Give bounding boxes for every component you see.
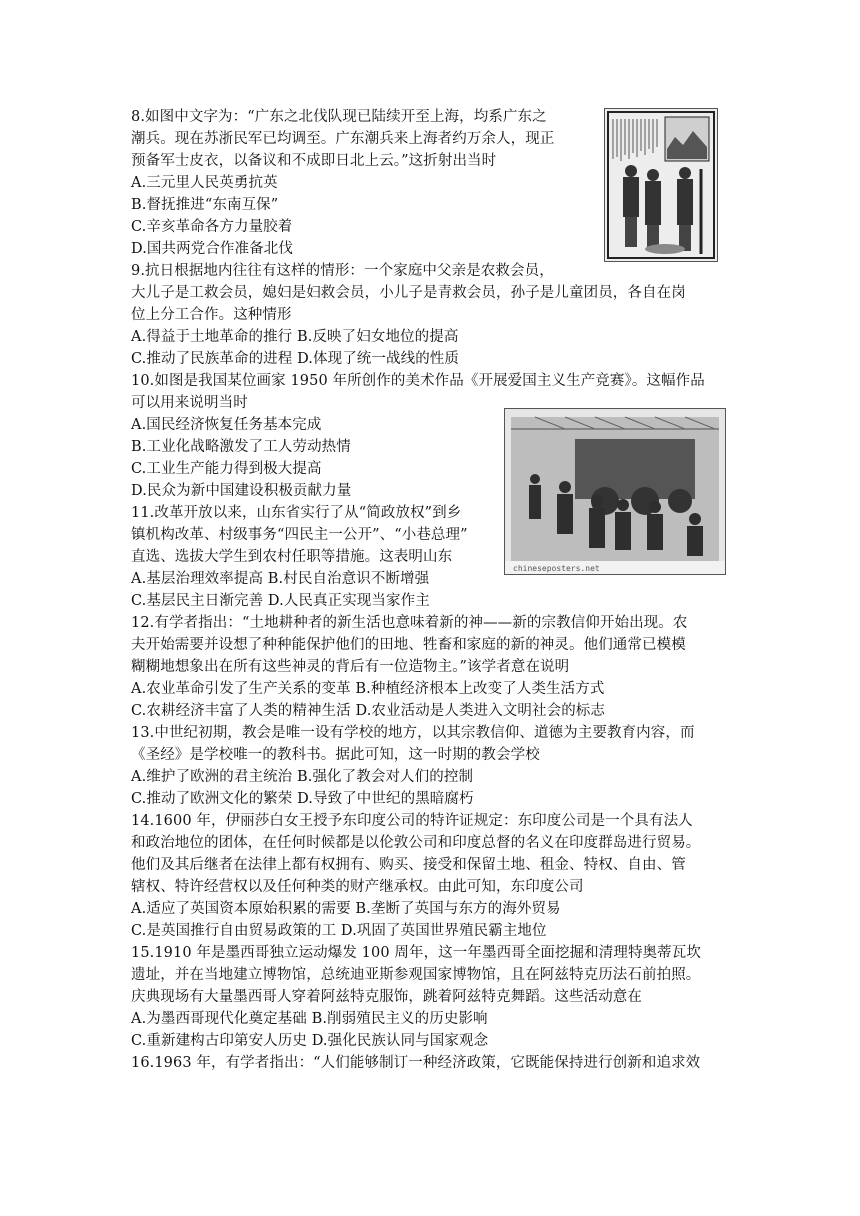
- q10-option-a: A.国民经济恢复任务基本完成: [131, 417, 322, 433]
- q8-line-1: 8.如图中文字为：“广东之北伐队现已陆续开至上海，均系广东之: [131, 109, 547, 125]
- q8-option-d: D.国共两党合作准备北伐: [131, 241, 293, 257]
- q14-line-3: 他们及其后继者在法律上都有权拥有、购买、接受和保留土地、租金、特权、自由、管: [131, 857, 686, 873]
- poster-caption: chineseposters.net: [513, 564, 600, 573]
- q10-line-2: 可以用来说明当时: [131, 395, 248, 411]
- q10-option-d: D.民众为新中国建设积极贡献力量: [131, 483, 352, 499]
- q9-options-ab: A.得益于土地革命的推行 B.反映了妇女地位的提高: [131, 329, 459, 345]
- q14-line-4: 辖权、特许经营权以及任何种类的财产继承权。由此可知，东印度公司: [131, 879, 584, 895]
- q14-options-cd: C.是英国推行自由贸易政策的工 D.巩固了英国世界殖民霸主地位: [131, 923, 547, 939]
- figure-production-poster: [504, 408, 726, 575]
- q15-options-cd: C.重新建构古印第安人历史 D.强化民族认同与国家观念: [131, 1033, 489, 1049]
- q13-options-ab: A.维护了欧洲的君主统治 B.强化了教会对人们的控制: [131, 769, 474, 785]
- q14-line-2: 和政治地位的团体，在任何时候都是以伦敦公司和印度总督的名义在印度群岛进行贸易。: [131, 835, 701, 851]
- q12-line-1: 12.有学者指出：“土地耕种者的新生活也意味着新的神——新的宗教信仰开始出现。农: [131, 615, 688, 631]
- q13-options-cd: C.推动了欧洲文化的繁荣 D.导致了中世纪的黑暗腐朽: [131, 791, 474, 807]
- q12-options-ab: A.农业革命引发了生产关系的变革 B.种植经济根本上改变了人类生活方式: [131, 681, 605, 697]
- q15-line-2: 遗址，并在当地建立博物馆，总统迪亚斯参观国家博物馆，且在阿兹特克历法石前拍照。: [131, 967, 701, 983]
- q9-line-3: 位上分工合作。这种情形: [131, 307, 292, 323]
- q15-line-3: 庆典现场有大量墨西哥人穿着阿兹特克服饰，跳着阿兹特克舞蹈。这些活动意在: [131, 989, 642, 1005]
- q12-line-3: 糊糊地想象出在所有这些神灵的背后有一位造物主。”该学者意在说明: [131, 659, 570, 675]
- q11-line-1: 11.改革开放以来，山东省实行了从“简政放权”到乡: [131, 505, 462, 521]
- woodcut-drawing: [605, 109, 717, 261]
- poster-drawing: [505, 409, 725, 574]
- q8-line-2: 潮兵。现在苏浙民军已均调至。广东潮兵来上海者约万余人，现正: [131, 131, 555, 147]
- q11-options-cd: C.基层民主日渐完善 D.人民真正实现当家作主: [131, 593, 430, 609]
- q8-option-a: A.三元里人民英勇抗英: [131, 175, 278, 191]
- q8-line-3: 预备军士皮衣，以备议和不成即日北上云。”这折射出当时: [131, 153, 497, 169]
- q15-options-ab: A.为墨西哥现代化奠定基础 B.削弱殖民主义的历史影响: [131, 1011, 488, 1027]
- q13-line-2: 《圣经》是学校唯一的教科书。据此可知，这一时期的教会学校: [131, 747, 540, 763]
- q10-option-b: B.工业化战略激发了工人劳动热情: [131, 439, 351, 455]
- figure-woodcut-illustration: [604, 108, 718, 262]
- q16-line-1: 16.1963 年，有学者指出：“人们能够制订一种经济政策，它既能保持进行创新和追求效: [131, 1055, 701, 1071]
- q10-option-c: C.工业生产能力得到极大提高: [131, 461, 322, 477]
- q15-line-1: 15.1910 年是墨西哥独立运动爆发 100 周年，这一年墨西哥全面挖掘和清理特奥蒂瓦坎: [131, 945, 701, 961]
- q8-option-c: C.辛亥革命各方力量胶着: [131, 219, 293, 235]
- q12-line-2: 夫开始需要并设想了种种能保护他们的田地、牲畜和家庭的新的神灵。他们通常已模模: [131, 637, 686, 653]
- q8-option-b: B.督抚推进“东南互保”: [131, 197, 279, 213]
- q13-line-1: 13.中世纪初期，教会是唯一设有学校的地方，以其宗教信仰、道德为主要教育内容，而: [131, 725, 695, 741]
- q14-line-1: 14.1600 年，伊丽莎白女王授予东印度公司的特许证规定：东印度公司是一个具有法人: [131, 813, 693, 829]
- q9-options-cd: C.推动了民族革命的进程 D.体现了统一战线的性质: [131, 351, 460, 367]
- q11-line-2: 镇机构改革、村级事务“四民主一公开”、“小巷总理”: [131, 527, 468, 543]
- q9-line-2: 大儿子是工救会员，媳妇是妇救会员，小儿子是青救会员，孙子是儿童团员，各自在岗: [131, 285, 686, 301]
- q10-line-1: 10.如图是我国某位画家 1950 年所创作的美术作品《开展爱国主义生产竞赛》。这幅作品: [131, 373, 705, 389]
- q11-options-ab: A.基层治理效率提高 B.村民自治意识不断增强: [131, 571, 430, 587]
- q11-line-3: 直选、选拔大学生到农村任职等措施。这表明山东: [131, 549, 453, 565]
- q12-options-cd: C.农耕经济丰富了人类的精神生活 D.农业活动是人类进入文明社会的标志: [131, 703, 606, 719]
- q14-options-ab: A.适应了英国资本原始积累的需要 B.垄断了英国与东方的海外贸易: [131, 901, 561, 917]
- q9-line-1: 9.抗日根据地内往往有这样的情形：一个家庭中父亲是农救会员，: [131, 263, 554, 279]
